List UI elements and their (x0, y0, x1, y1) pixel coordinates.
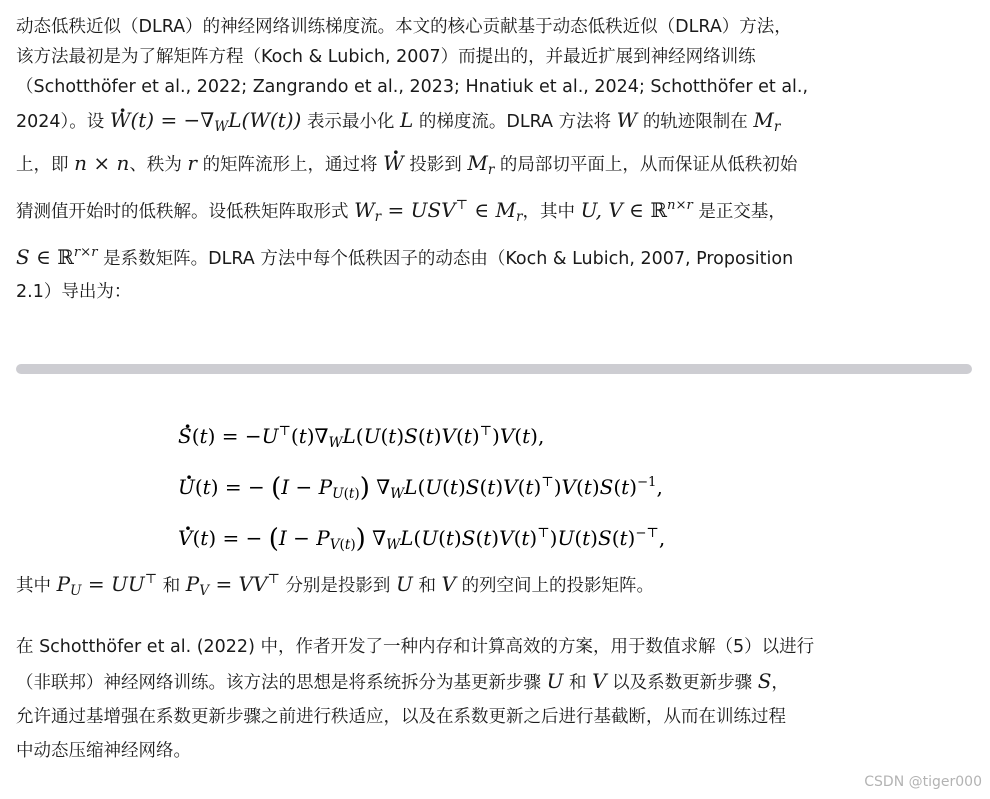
scheme-line-3: 允许通过基增强在系数更新步骤之前进行秩适应，以及在系数更新之后进行基截断，从而在训练过程 (16, 707, 786, 727)
scheme-line-1: 在 Schotthöfer et al. (2022) 中，作者开发了一种内存和计算高效的方案，用于数值求解（5）以进行 (16, 637, 815, 657)
math-Mr: $M_r$ (467, 150, 495, 178)
intro-line-5: 上，即 n × n、秩为 r 的矩阵流形上，通过将 · W 投影到 $M_r$ 的局部切平面上，从而保证从低秩初始 (16, 145, 976, 188)
coefficient-formula: S ∈ ℝ$^{r\times r}$ (16, 244, 98, 269)
math-Mr: $M_r$ (753, 108, 781, 135)
intro-line-3: （Schotthöfer et al., 2022; Zangrando et al., 2023; Hnatiuk et al., 2024; Schotthöfer et al., (16, 77, 809, 97)
math-S: S (757, 669, 772, 693)
watermark: CSDN @tiger000 (864, 774, 982, 790)
intro-line-1: 动态低秩近似（DLRA）的神经网络训练梯度流。本文的核心贡献基于动态低秩近似（DLRA）方法， (16, 17, 792, 37)
math-r: r (187, 150, 197, 175)
math-V: V (592, 669, 607, 693)
projector-V-formula: $P_V = VV^⊤$ (185, 572, 280, 599)
intro-line-7: S ∈ ℝ$^{r\times r}$ 是系数矩阵。DLRA 方法中每个低秩因子的动态由（Koch & Lubich, 2007, Proposition (16, 244, 794, 269)
basis-formula: U, V ∈ ℝ$^{n\times r}$ (580, 197, 693, 222)
scrollbar[interactable] (16, 364, 972, 374)
paragraph-scheme (16, 630, 976, 768)
math-V: V (441, 572, 456, 597)
math-U: U (546, 669, 564, 693)
scheme-line-4: 中动态压缩神经网络。 (16, 741, 191, 761)
intro-line-2: 该方法最初是为了解矩阵方程（Koch & Lubich, 2007）而提出的，并最近扩展到神经网络训练 (16, 47, 756, 67)
equation-S-dot: · $S(t) = -U^⊤(t)\nabla_WL(U(t)S(t)V(t)^⊤)V(t)$, (178, 412, 665, 463)
paragraph-intro (16, 12, 976, 307)
equation-U-dot: · U(t) = − $(I - P_{U(t)})$ $\nabla_WL(U(t)S(t)V(t)^⊤)V(t)S(t)^{-1}$, (178, 463, 665, 514)
math-W: W (616, 108, 638, 132)
math-W-dot: · W (383, 151, 404, 175)
gradient-flow-formula: · $W(t) = -\nabla_WL(W(t))$ (110, 108, 301, 132)
intro-line-6: 猜测值开始时的低秩解。设低秩矩阵取形式 $W_r = USV^⊤$ ∈ $M_r$，其中 U, V ∈ ℝ$^{n\times r}$ 是正交基， (16, 197, 786, 225)
lowrank-form-formula: $W_r = USV^⊤$ ∈ $M_r$ (354, 197, 523, 225)
math-U: U (396, 572, 413, 597)
scheme-line-2: （非联邦）神经网络训练。该方法的思想是将系统拆分为基更新步骤 U 和 V 以及系数更新步骤 S， (16, 669, 789, 693)
paragraph-projection: 其中 $P_U = UU^⊤$ 和 $P_V = VV^⊤$ 分别是投影到 U 和 V 的列空间上的投影矩阵。 (16, 572, 655, 599)
intro-line-4: 2024）。设 · $W(t) = -\nabla_WL(W(t))$ 表示最小化 L 的梯度流。DLRA 方法将 W 的轨迹限制在 $M_r$ (16, 102, 976, 145)
projector-U-formula: $P_U = UU^⊤$ (56, 572, 158, 599)
math-L: L (400, 108, 414, 132)
dlra-equations (178, 412, 665, 565)
math-n-by-n: n × n (74, 150, 130, 175)
intro-line-8: 2.1）导出为： (16, 281, 132, 302)
equation-V-dot: · V(t) = − $(I - P_{V(t)})$ $\nabla_WL(U(t)S(t)V(t)^⊤)U(t)S(t)^{-⊤}$, (178, 514, 665, 565)
